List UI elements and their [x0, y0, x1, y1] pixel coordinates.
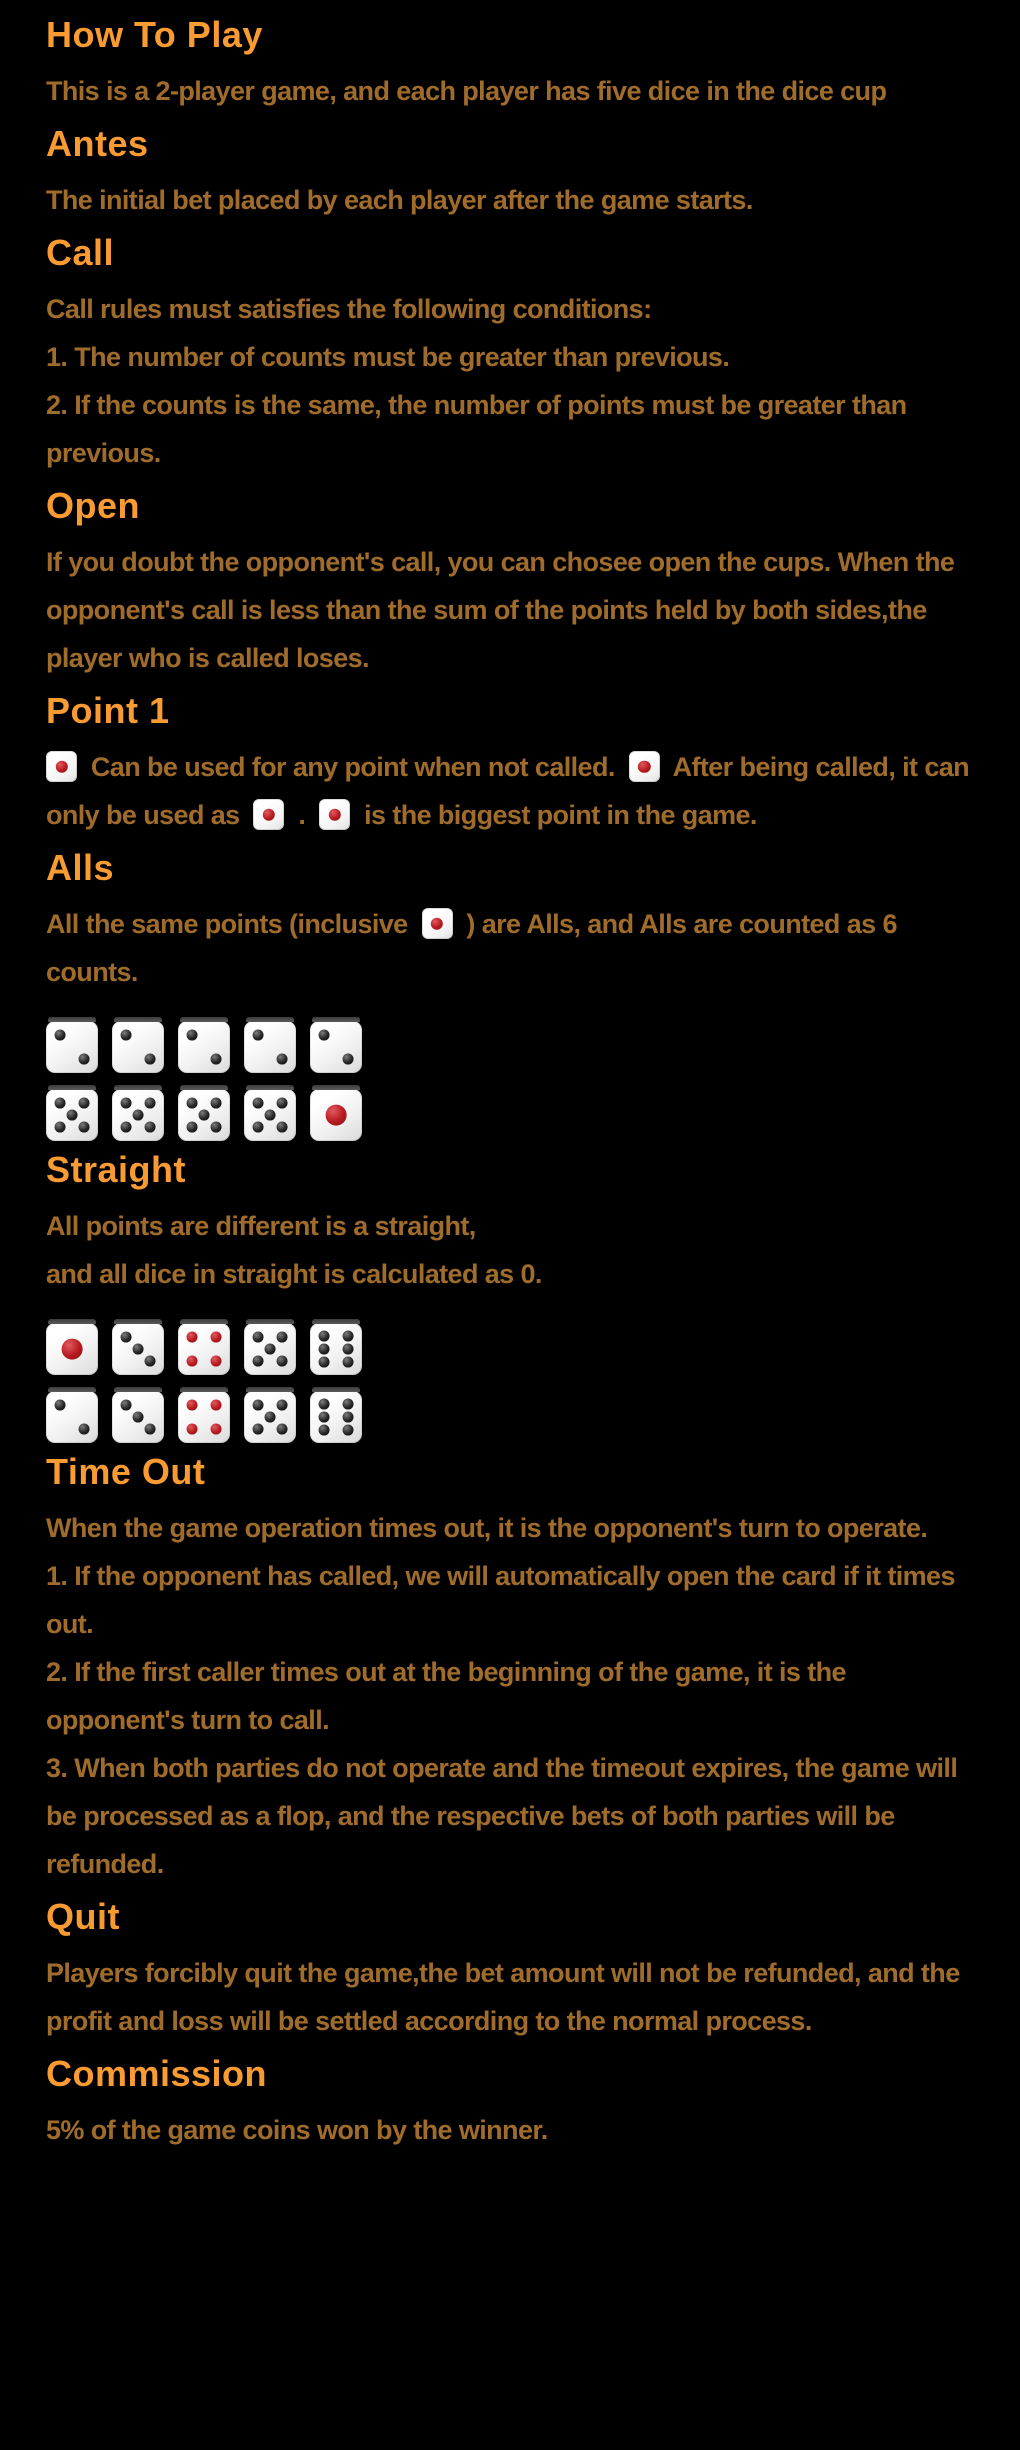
rule-text: 2. If the first caller times out at the beginning of the game, it is the opponent's turn to call.	[46, 1657, 846, 1735]
die-pip	[121, 1332, 132, 1343]
die-pip	[55, 1098, 66, 1109]
die-pip	[319, 1425, 330, 1436]
section-alls	[46, 847, 974, 1141]
die-pip	[79, 1054, 90, 1065]
die-pip	[187, 1400, 198, 1411]
die-pip	[211, 1400, 222, 1411]
die-1-icon	[46, 1323, 98, 1375]
rule-text: .	[291, 800, 313, 830]
die-1-icon	[422, 908, 453, 939]
rule-text: and all dice in straight is calculated as 0.	[46, 1259, 542, 1289]
section-antes	[46, 123, 974, 224]
die-pip	[199, 1110, 210, 1121]
dice-row	[46, 1021, 974, 1073]
die-pip	[62, 1339, 83, 1360]
die-6-icon	[310, 1323, 362, 1375]
die-pip	[277, 1400, 288, 1411]
rule-text: ) are Alls, and Alls are counted as 6 counts.	[46, 909, 897, 987]
rule-text: This is a 2-player game, and each player has five dice in the dice cup	[46, 76, 887, 106]
die-pip	[343, 1054, 354, 1065]
die-pip	[187, 1332, 198, 1343]
die-pip	[265, 1412, 276, 1423]
rule-paragraph	[46, 1949, 974, 2045]
rule-paragraph	[46, 1202, 974, 1298]
section-heading-antes: Antes	[46, 123, 149, 164]
section-heading-open: Open	[46, 485, 141, 526]
rule-paragraph	[46, 900, 974, 996]
die-pip	[145, 1356, 156, 1367]
die-5-icon	[244, 1089, 296, 1141]
die-pip	[145, 1122, 156, 1133]
rule-text: 5% of the game coins won by the winner.	[46, 2115, 548, 2145]
rule-text: is the biggest point in the game.	[357, 800, 757, 830]
die-2-icon	[112, 1021, 164, 1073]
rule-text: 2. If the counts is the same, the number of points must be greater than previous.	[46, 390, 907, 468]
die-pip	[319, 1357, 330, 1368]
die-pip	[67, 1110, 78, 1121]
die-pip	[187, 1030, 198, 1041]
die-2-icon	[244, 1021, 296, 1073]
rule-paragraph	[46, 743, 974, 839]
rule-paragraph	[46, 538, 974, 682]
rule-paragraph	[46, 285, 974, 477]
die-pip	[319, 1412, 330, 1423]
die-pip	[55, 760, 67, 772]
section-straight	[46, 1149, 974, 1443]
section-heading-time-out: Time Out	[46, 1451, 206, 1492]
die-pip	[277, 1122, 288, 1133]
rule-text: All the same points (inclusive	[46, 909, 415, 939]
die-pip	[343, 1331, 354, 1342]
die-pip	[277, 1332, 288, 1343]
die-pip	[277, 1356, 288, 1367]
die-pip	[277, 1424, 288, 1435]
die-4-icon	[178, 1391, 230, 1443]
rule-text: Can be used for any point when not called.	[84, 752, 622, 782]
rule-text: If you doubt the opponent's call, you can chosee open the cups. When the opponent's call is less than the sum of the points held by both sides,the player who is called loses.	[46, 547, 955, 673]
rule-text: Players forcibly quit the game,the bet amount will not be refunded, and the profit and loss will be settled according to the normal process.	[46, 1958, 960, 2036]
die-pip	[319, 1399, 330, 1410]
die-5-icon	[244, 1391, 296, 1443]
rule-text: When the game operation times out, it is the opponent's turn to operate.	[46, 1513, 928, 1543]
die-pip	[277, 1054, 288, 1065]
die-pip	[253, 1400, 264, 1411]
die-pip	[79, 1098, 90, 1109]
die-1-icon	[629, 751, 660, 782]
die-pip	[328, 808, 340, 820]
die-1-icon	[310, 1089, 362, 1141]
die-pip	[431, 917, 443, 929]
section-time-out	[46, 1451, 974, 1888]
section-how-to-play	[46, 14, 974, 115]
die-pip	[121, 1030, 132, 1041]
rule-text: After being called, it can only be used as	[46, 752, 970, 830]
die-pip	[253, 1424, 264, 1435]
die-pip	[343, 1399, 354, 1410]
section-commission	[46, 2053, 974, 2154]
die-pip	[253, 1098, 264, 1109]
section-heading-how-to-play: How To Play	[46, 14, 263, 55]
rule-paragraph	[46, 2106, 974, 2154]
die-1-icon	[253, 799, 284, 830]
die-pip	[211, 1424, 222, 1435]
section-heading-quit: Quit	[46, 1896, 120, 1937]
die-pip	[55, 1030, 66, 1041]
section-heading-call: Call	[46, 232, 115, 273]
die-pip	[326, 1105, 347, 1126]
die-pip	[263, 808, 275, 820]
rule-text: All points are different is a straight,	[46, 1211, 476, 1241]
die-pip	[79, 1424, 90, 1435]
die-5-icon	[244, 1323, 296, 1375]
die-pip	[253, 1332, 264, 1343]
die-pip	[319, 1331, 330, 1342]
die-pip	[187, 1424, 198, 1435]
die-pip	[121, 1098, 132, 1109]
die-pip	[121, 1122, 132, 1133]
die-pip	[133, 1110, 144, 1121]
die-pip	[211, 1122, 222, 1133]
die-pip	[145, 1054, 156, 1065]
rule-text: The initial bet placed by each player after the game starts.	[46, 185, 753, 215]
die-pip	[211, 1332, 222, 1343]
die-pip	[145, 1098, 156, 1109]
die-5-icon	[46, 1089, 98, 1141]
die-pip	[343, 1357, 354, 1368]
die-pip	[265, 1110, 276, 1121]
die-pip	[343, 1344, 354, 1355]
dice-row	[46, 1089, 974, 1141]
die-pip	[253, 1030, 264, 1041]
die-pip	[319, 1344, 330, 1355]
die-pip	[343, 1425, 354, 1436]
rule-paragraph	[46, 176, 974, 224]
rule-text: 1. The number of counts must be greater than previous.	[46, 342, 730, 372]
die-2-icon	[46, 1021, 98, 1073]
die-3-icon	[112, 1391, 164, 1443]
die-5-icon	[178, 1089, 230, 1141]
rule-text: 3. When both parties do not operate and the timeout expires, the game will be processed as a flop, and the respective bets of both parties will be refunded.	[46, 1753, 958, 1879]
die-5-icon	[112, 1089, 164, 1141]
die-pip	[187, 1122, 198, 1133]
die-pip	[133, 1412, 144, 1423]
rule-text: 1. If the opponent has called, we will automatically open the card if it times out.	[46, 1561, 955, 1639]
die-2-icon	[178, 1021, 230, 1073]
die-pip	[121, 1400, 132, 1411]
die-4-icon	[178, 1323, 230, 1375]
die-3-icon	[112, 1323, 164, 1375]
die-pip	[211, 1054, 222, 1065]
die-pip	[55, 1400, 66, 1411]
section-call	[46, 232, 974, 477]
die-pip	[133, 1344, 144, 1355]
dice-row	[46, 1323, 974, 1375]
die-1-icon	[46, 751, 77, 782]
die-pip	[79, 1122, 90, 1133]
die-pip	[265, 1344, 276, 1355]
die-2-icon	[310, 1021, 362, 1073]
section-heading-commission: Commission	[46, 2053, 268, 2094]
section-heading-alls: Alls	[46, 847, 115, 888]
die-pip	[277, 1098, 288, 1109]
die-pip	[319, 1030, 330, 1041]
die-pip	[253, 1122, 264, 1133]
die-pip	[211, 1098, 222, 1109]
die-6-icon	[310, 1391, 362, 1443]
die-pip	[211, 1356, 222, 1367]
rule-paragraph	[46, 1504, 974, 1888]
section-open	[46, 485, 974, 682]
die-pip	[55, 1122, 66, 1133]
die-pip	[253, 1356, 264, 1367]
rule-text: Call rules must satisfies the following conditions:	[46, 294, 652, 324]
die-pip	[638, 760, 650, 772]
die-pip	[343, 1412, 354, 1423]
die-2-icon	[46, 1391, 98, 1443]
die-1-icon	[319, 799, 350, 830]
section-point-1	[46, 690, 974, 839]
die-pip	[145, 1424, 156, 1435]
section-heading-point-1: Point 1	[46, 690, 170, 731]
rule-paragraph	[46, 67, 974, 115]
section-heading-straight: Straight	[46, 1149, 187, 1190]
section-quit	[46, 1896, 974, 2045]
dice-row	[46, 1391, 974, 1443]
die-pip	[187, 1098, 198, 1109]
die-pip	[187, 1356, 198, 1367]
